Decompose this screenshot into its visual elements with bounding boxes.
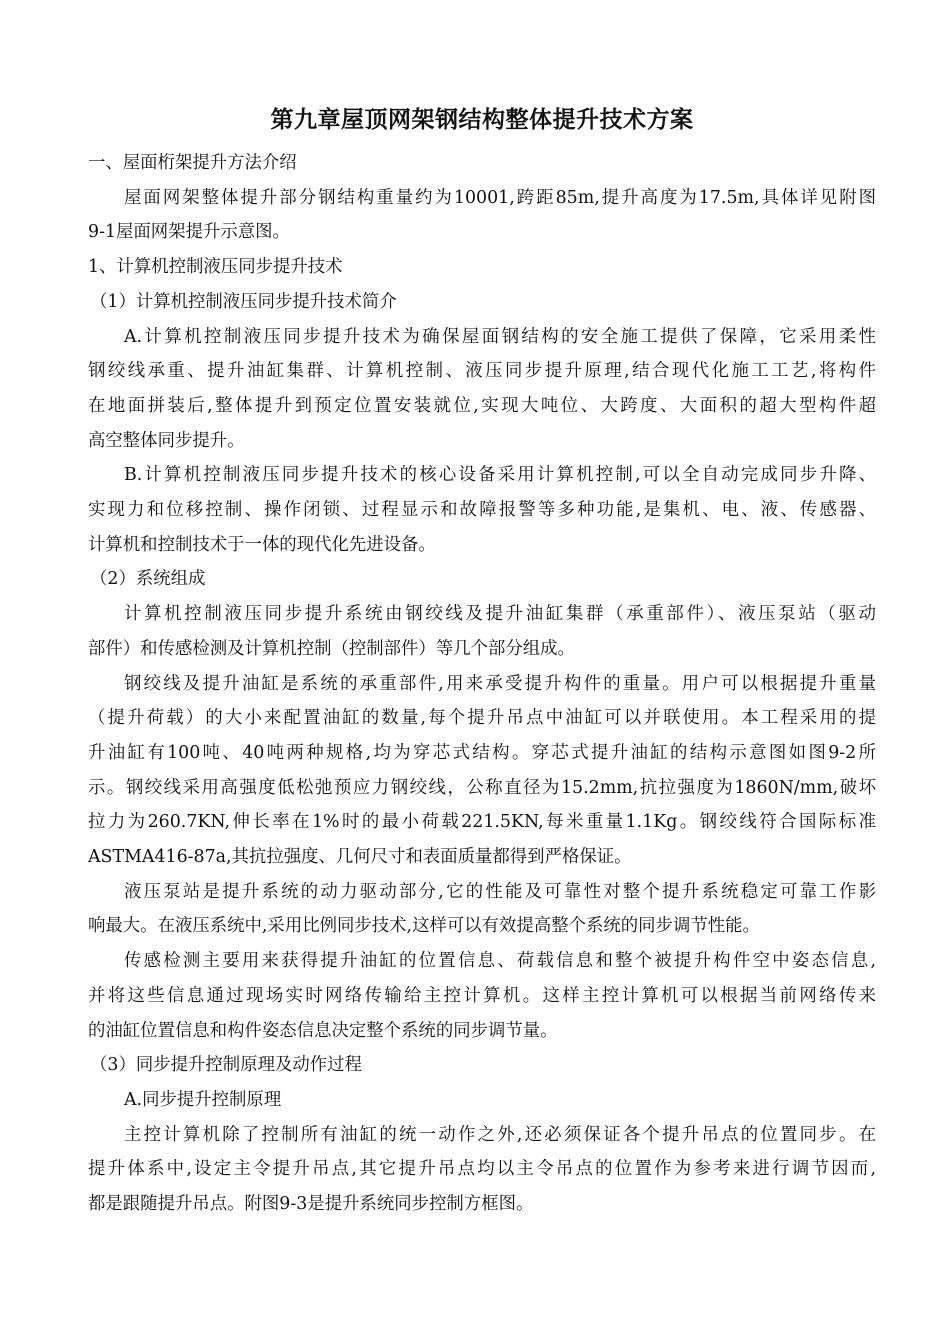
paragraph-line: 9-1屋面网架提升示意图。: [88, 222, 290, 243]
paragraph-line: A.计算机控制液压同步提升技术为确保屋面钢结构的安全施工提供了保障，它采用柔性: [124, 326, 876, 347]
paragraph-line: 升油缸有100吨、40吨两种规格,均为穿芯式结构。穿芯式提升油缸的结构示意图如图9-2所: [88, 742, 876, 763]
subsection-heading: A.同步提升控制原理: [124, 1089, 282, 1110]
paragraph-line: 主控计算机除了控制所有油缸的统一动作之外,还必须保证各个提升吊点的位置同步。在: [124, 1124, 876, 1145]
paragraph-line: 计算机控制液压同步提升系统由钢绞线及提升油缸集群（承重部件）、液压泵站（驱动: [124, 604, 876, 625]
document-page: [88, 98, 876, 1222]
paragraph-line: 并将这些信息通过现场实时网络传输给主控计算机。这样主控计算机可以根据当前网络传来: [88, 985, 876, 1006]
paragraph-line: 都是跟随提升吊点。附图9-3是提升系统同步控制方框图。: [88, 1194, 534, 1215]
paragraph-line: 实现力和位移控制、操作闭锁、过程显示和故障报警等多种功能,是集机、电、液、传感器、: [88, 500, 876, 521]
paragraph-line: （提升荷载）的大小来配置油缸的数量,每个提升吊点中油缸可以并联使用。本工程采用的提: [88, 708, 876, 729]
paragraph-line: 部件）和传感检测及计算机控制（控制部件）等几个部分组成。: [88, 638, 575, 659]
paragraph-line: 的油缸位置信息和构件姿态信息决定整个系统的同步调节量。: [88, 1020, 558, 1041]
subsection-heading: （1）计算机控制液压同步提升技术简介: [90, 291, 397, 312]
paragraph-line: 液压泵站是提升系统的动力驱动部分,它的性能及可靠性对整个提升系统稳定可靠工作影: [124, 881, 876, 902]
paragraph-line: 拉力为260.7KN,伸长率在1%时的最小荷载221.5KN,每米重量1.1Kg。钢绞线符合国际标准: [88, 812, 876, 833]
subsection-heading: （2）系统组成: [90, 569, 206, 590]
subsection-heading: （3）同步提升控制原理及动作过程: [90, 1055, 362, 1076]
paragraph-line: 传感检测主要用来获得提升油缸的位置信息、荷载信息和整个被提升构件空中姿态信息,: [124, 951, 876, 972]
paragraph-line: 提升体系中,设定主令提升吊点,其它提升吊点均以主令吊点的位置作为参考来进行调节因而,: [88, 1159, 876, 1180]
paragraph-line: 在地面拼装后,整体提升到预定位置安装就位,实现大吨位、大跨度、大面积的超大型构件超: [88, 395, 876, 416]
subsection-heading: 1、计算机控制液压同步提升技术: [88, 257, 343, 278]
paragraph-line: 高空整体同步提升。: [88, 430, 245, 451]
paragraph-line: 钢绞线及提升油缸是系统的承重部件,用来承受提升构件的重量。用户可以根据提升重量: [124, 673, 876, 694]
paragraph-line: ASTMA416-87a,其抗拉强度、几何尺寸和表面质量都得到严格保证。: [88, 847, 632, 868]
paragraph-line: 计算机和控制技术于一体的现代化先进设备。: [88, 534, 436, 555]
document-title: 第九章屋顶网架钢结构整体提升技术方案: [270, 107, 694, 133]
paragraph-line: 屋面网架整体提升部分钢结构重量约为10001,跨距85m,提升高度为17.5m,具体详见附图: [124, 187, 876, 208]
paragraph-line: B.计算机控制液压同步提升技术的核心设备采用计算机控制,可以全自动完成同步升降、: [124, 465, 876, 486]
paragraph-line: 示。钢绞线采用高强度低松弛预应力钢绞线，公称直径为15.2mm,抗拉强度为1860N/mm,破坏: [88, 777, 876, 798]
section-heading: 一、屋面桁架提升方法介绍: [88, 153, 297, 173]
paragraph-line: 钢绞线承重、提升油缸集群、计算机控制、液压同步提升原理,结合现代化施工工艺,将构件: [88, 361, 876, 382]
paragraph-line: 响最大。在液压系统中,采用比例同步技术,这样可以有效提高整个系统的同步调节性能。: [88, 916, 760, 937]
